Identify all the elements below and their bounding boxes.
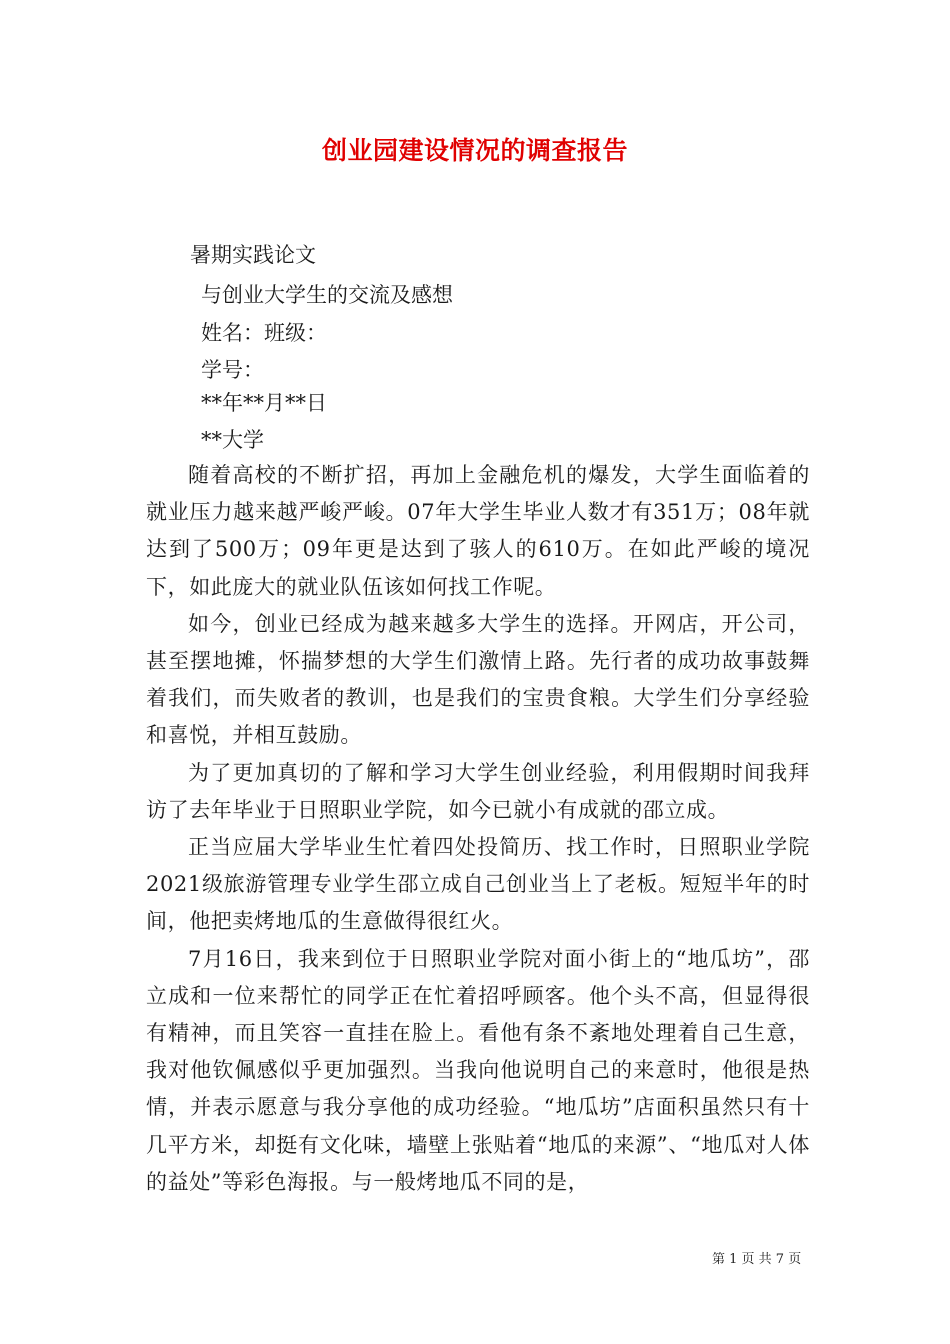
paragraph: 随着高校的不断扩招，再加上金融危机的爆发，大学生面临着的就业压力越来越严峻严峻。07年大学生毕业人数才有351万；08年就达到了500万；09年更是达到了骇人的610万。在如此严峻的境况下，如此庞大的就业队伍该如何找工作呢。 — [146, 463, 810, 599]
meta-student-id: 学号： — [201, 358, 264, 382]
meta-university: **大学 — [201, 428, 264, 452]
meta-subtitle: 与创业大学生的交流及感想 — [201, 283, 453, 307]
body-text — [146, 457, 810, 1201]
meta-name-class: 姓名：班级： — [201, 321, 327, 345]
meta-date: **年**月**日 — [201, 391, 327, 415]
paragraph: 为了更加真切的了解和学习大学生创业经验，利用假期时间我拜访了去年毕业于日照职业学院，如今已就小有成就的邵立成。 — [146, 760, 810, 822]
meta-paper-type: 暑期实践论文 — [190, 243, 316, 267]
page-number: 第 1 页 共 7 页 — [712, 1252, 802, 1267]
document-title: 创业园建设情况的调查报告 — [321, 136, 628, 165]
paragraph: 7月16日，我来到位于日照职业学院对面小街上的“地瓜坊”，邵立成和一位来帮忙的同学正在忙着招呼顾客。他个头不高，但显得很有精神，而且笑容一直挂在脸上。看他有条不紊地处理着自己生意，我对他钦佩感似乎更加强烈。当我向他说明自己的来意时，他很是热情，并表示愿意与我分享他的成功经验。“地瓜坊”店面积虽然只有十几平方米，却挺有文化味，墙壁上张贴着“地瓜的来源”、“地瓜对人体的益处”等彩色海报。与一般烤地瓜不同的是， — [146, 946, 810, 1194]
paragraph: 正当应届大学毕业生忙着四处投简历、找工作时，日照职业学院2021级旅游管理专业学生邵立成自己创业当上了老板。短短半年的时间，他把卖烤地瓜的生意做得很红火。 — [146, 835, 810, 934]
paragraph: 如今，创业已经成为越来越多大学生的选择。开网店，开公司，甚至摆地摊，怀揣梦想的大学生们激情上路。先行者的成功故事鼓舞着我们，而失败者的教训，也是我们的宝贵食粮。大学生们分享经验和喜悦，并相互鼓励。 — [146, 611, 810, 748]
